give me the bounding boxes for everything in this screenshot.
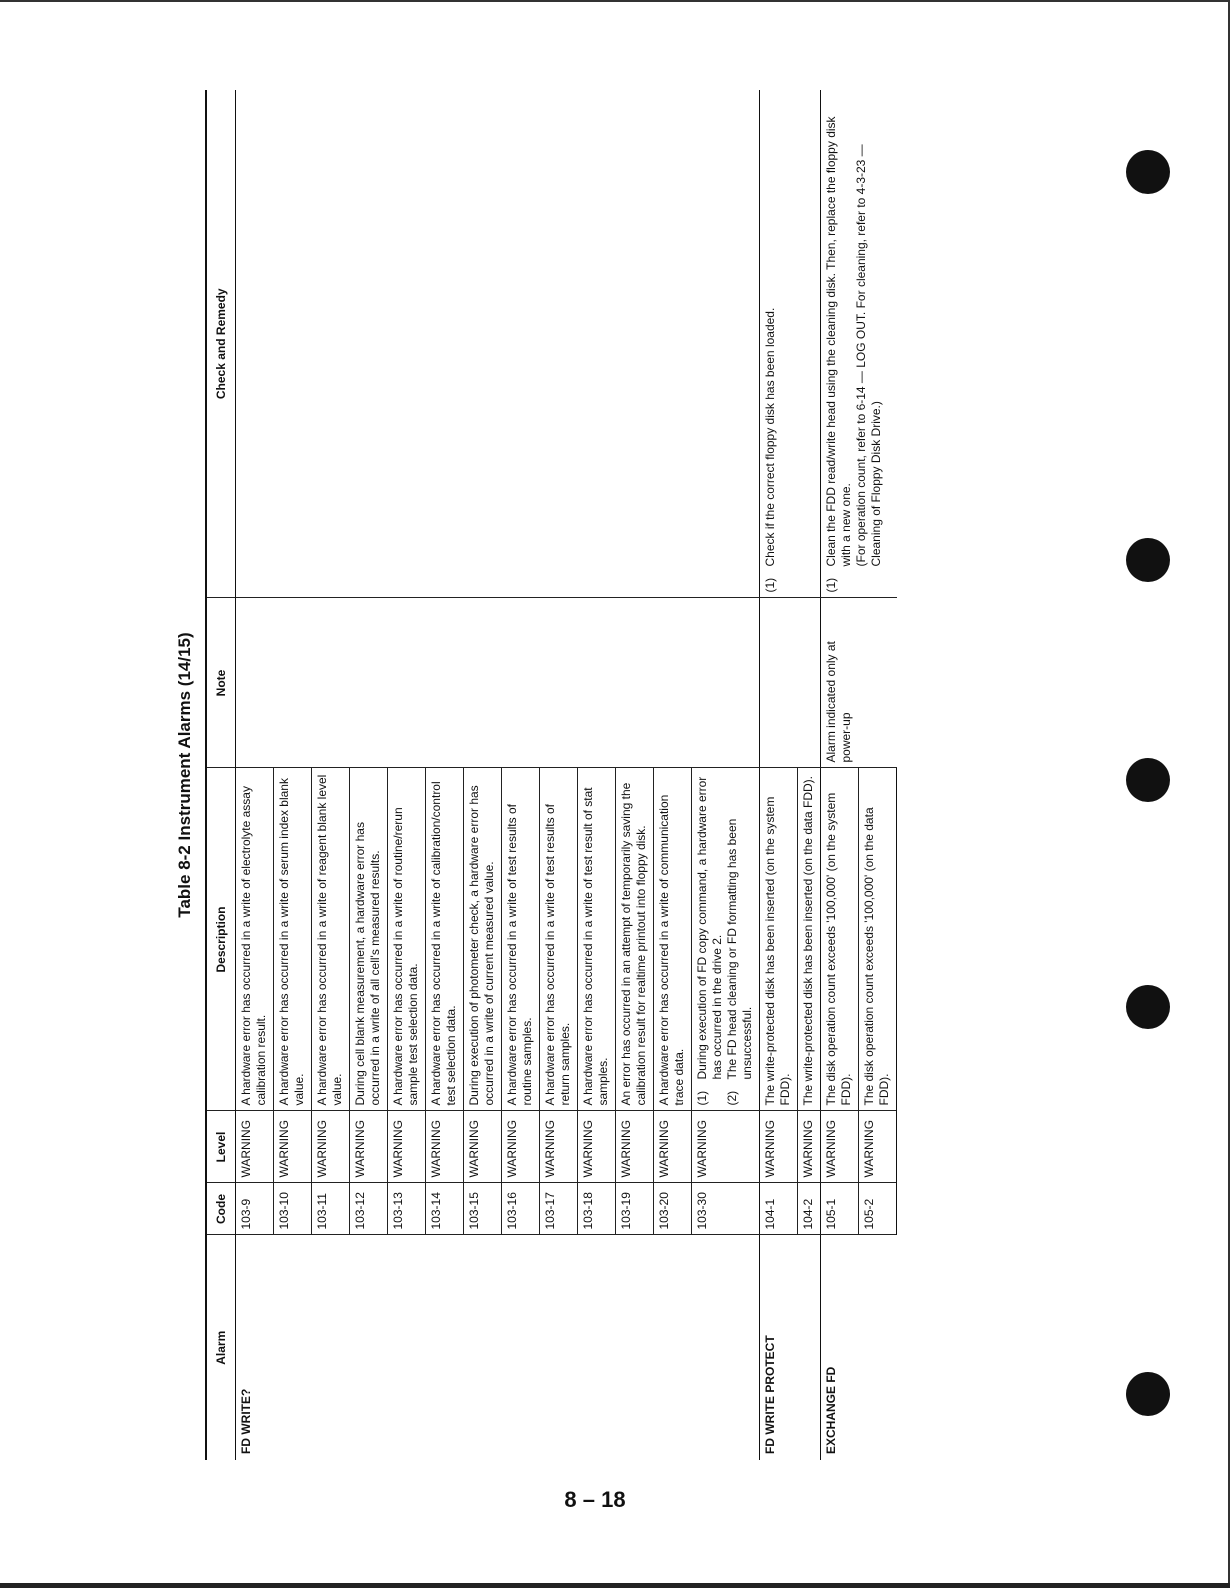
description-item: [725, 774, 755, 1106]
description-cell: The disk operation count exceeds '100,000' (on the system FDD).: [821, 768, 859, 1111]
item-text: Check if the correct floppy disk has been loaded.: [763, 307, 777, 567]
note-cell: [760, 598, 821, 768]
item-text: The FD head cleaning or FD formatting has been unsuccessful.: [725, 818, 754, 1080]
description-cell: [692, 768, 760, 1111]
item-text: Clean the FDD read/write head using the cleaning disk. Then, replace the floppy disk with a new one.: [824, 116, 853, 567]
description-cell: A hardware error has occurred in a write of serum index blank value.: [274, 768, 312, 1111]
code-cell: 103-12: [350, 1183, 388, 1235]
code-cell: 103-19: [616, 1183, 654, 1235]
header-check: Check and Remedy: [206, 90, 236, 598]
level-cell: WARNING: [859, 1111, 897, 1183]
table-title: Table 8-2 Instrument Alarms (14/15): [175, 632, 194, 918]
description-cell: A hardware error has occurred in a write of test results of routine samples.: [502, 768, 540, 1111]
header-alarm: Alarm: [206, 1235, 236, 1460]
description-cell: A hardware error has occurred in a write of communication trace data.: [654, 768, 692, 1111]
description-cell: A hardware error has occurred in a write of test result of stat samples.: [578, 768, 616, 1111]
binder-hole: [1126, 538, 1170, 582]
description-cell: The write-protected disk has been inserted (on the data FDD).: [798, 768, 821, 1111]
page-number: 8 – 18: [564, 1487, 626, 1512]
level-cell: WARNING: [654, 1111, 692, 1183]
code-cell: 103-9: [236, 1183, 274, 1235]
description-cell: During cell blank measurement, a hardware error has occurred in a write of all cell's measured results.: [350, 768, 388, 1111]
item-number: (1): [763, 577, 777, 593]
binder-hole: [1126, 150, 1170, 194]
code-cell: 103-13: [388, 1183, 426, 1235]
header-note: Note: [206, 598, 236, 768]
description-cell: A hardware error has occurred in a write of electrolyte assay calibration result.: [236, 768, 274, 1111]
code-cell: 104-1: [760, 1183, 798, 1235]
item-number: (1): [824, 577, 838, 593]
note-cell: Alarm indicated only at power-up: [821, 598, 897, 768]
description-cell: A hardware error has occurred in a write of routine/rerun sample test selection data.: [388, 768, 426, 1111]
description-cell: A hardware error has occurred in a write of test results of return samples.: [540, 768, 578, 1111]
check-item: [763, 95, 778, 593]
description-cell: During execution of photometer check, a hardware error has occurred in a write of current measured value.: [464, 768, 502, 1111]
page-top-border: [0, 0, 1230, 2]
code-cell: 103-17: [540, 1183, 578, 1235]
level-cell: WARNING: [760, 1111, 798, 1183]
description-cell: The write-protected disk has been inserted (on the system FDD).: [760, 768, 798, 1111]
note-cell: [236, 598, 760, 768]
level-cell: WARNING: [236, 1111, 274, 1183]
binder-hole: [1126, 1372, 1170, 1416]
code-cell: 105-1: [821, 1183, 859, 1235]
code-cell: 103-14: [426, 1183, 464, 1235]
description-cell: A hardware error has occurred in a write of calibration/control test selection data.: [426, 768, 464, 1111]
code-cell: 103-16: [502, 1183, 540, 1235]
level-cell: WARNING: [388, 1111, 426, 1183]
item-body: [824, 95, 884, 567]
level-cell: WARNING: [426, 1111, 464, 1183]
level-cell: WARNING: [692, 1111, 760, 1183]
item-number: (2): [725, 1090, 739, 1106]
description-item: [695, 774, 725, 1106]
header-level: Level: [206, 1111, 236, 1183]
code-cell: 104-2: [798, 1183, 821, 1235]
rotated-table-sheet: [165, 90, 1045, 1460]
code-cell: 103-18: [578, 1183, 616, 1235]
level-cell: WARNING: [312, 1111, 350, 1183]
alarm-name: FD WRITE?: [236, 1235, 760, 1460]
code-cell: 103-20: [654, 1183, 692, 1235]
level-cell: WARNING: [274, 1111, 312, 1183]
binder-hole: [1126, 758, 1170, 802]
table-row: [236, 90, 274, 1460]
level-cell: WARNING: [350, 1111, 388, 1183]
code-cell: 103-15: [464, 1183, 502, 1235]
description-cell: A hardware error has occurred in a write of reagent blank level value.: [312, 768, 350, 1111]
level-cell: WARNING: [578, 1111, 616, 1183]
page-bottom-border: [0, 1583, 1230, 1588]
level-cell: WARNING: [821, 1111, 859, 1183]
alarm-table: [205, 90, 897, 1460]
item-number: (1): [695, 1090, 709, 1106]
header-code: Code: [206, 1183, 236, 1235]
code-cell: 103-10: [274, 1183, 312, 1235]
level-cell: WARNING: [540, 1111, 578, 1183]
alarm-name: EXCHANGE FD: [821, 1235, 897, 1460]
table-row: [821, 90, 859, 1460]
check-cell: [821, 90, 897, 598]
level-cell: WARNING: [798, 1111, 821, 1183]
level-cell: WARNING: [616, 1111, 654, 1183]
level-cell: WARNING: [502, 1111, 540, 1183]
check-item: [824, 95, 884, 593]
header-description: Description: [206, 768, 236, 1111]
binder-hole: [1126, 985, 1170, 1029]
item-text: During execution of FD copy command, a hardware error has occurred in the drive 2.: [695, 776, 724, 1080]
code-cell: 105-2: [859, 1183, 897, 1235]
level-cell: WARNING: [464, 1111, 502, 1183]
check-cell: [236, 90, 760, 598]
header-row: [206, 90, 236, 1460]
description-cell: The disk operation count exceeds '100,000' (on the data FDD).: [859, 768, 897, 1111]
description-cell: An error has occurred in an attempt of temporarily saving the calibration result for realtime printout into floppy disk.: [616, 768, 654, 1111]
item-reference: (For operation count, refer to 6-14 — LOG OUT. For cleaning, refer to 4-3-23 — Cleaning of Floppy Disk Drive.): [854, 144, 883, 567]
table-row: [760, 90, 798, 1460]
alarm-name: FD WRITE PROTECT: [760, 1235, 821, 1460]
code-cell: 103-11: [312, 1183, 350, 1235]
code-cell: 103-30: [692, 1183, 760, 1235]
check-cell: [760, 90, 821, 598]
